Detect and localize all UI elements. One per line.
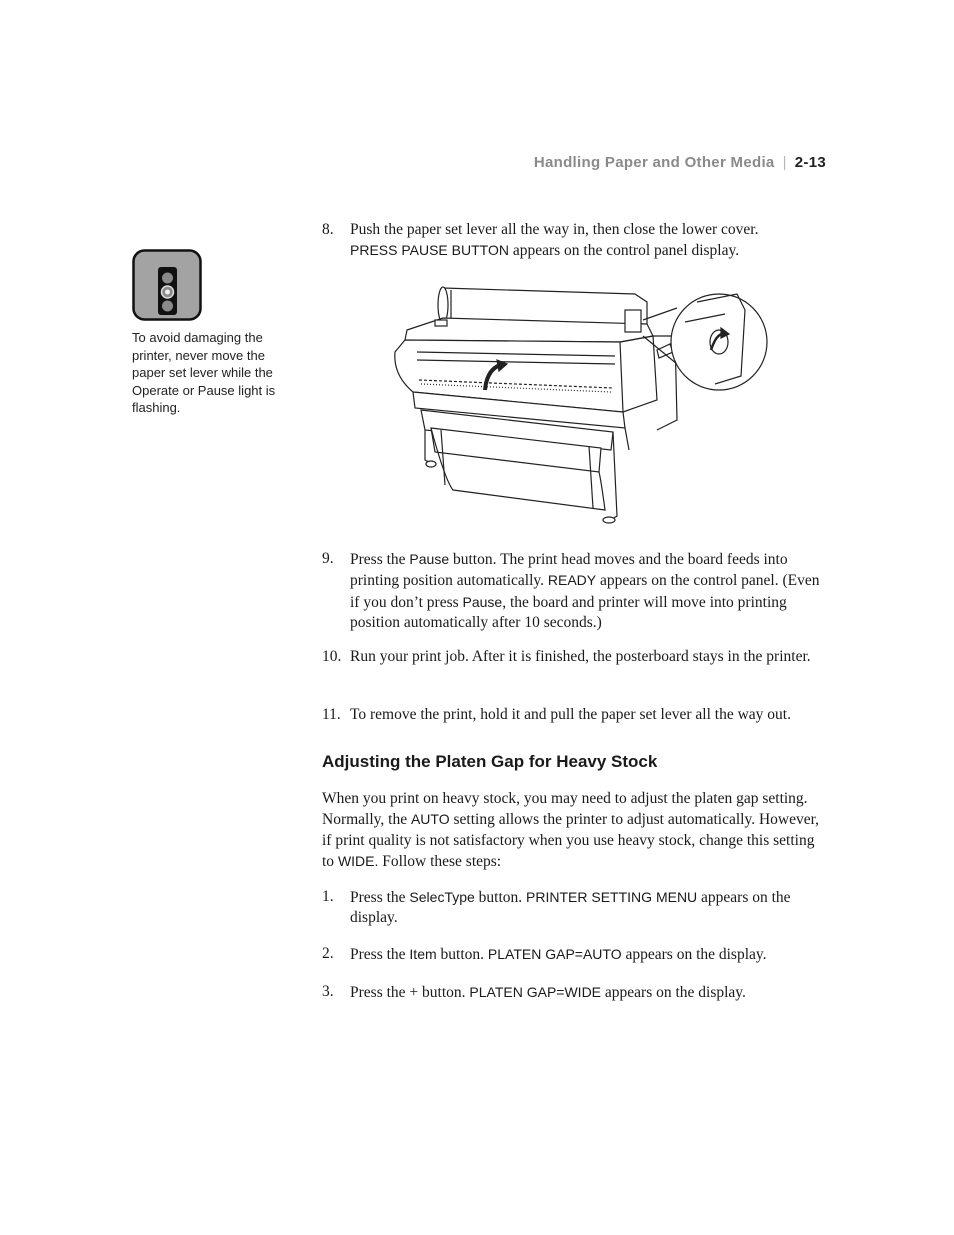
step-text: To remove the print, hold it and pull the paper set lever all the way out. [350,706,791,723]
page-number: 2-13 [794,154,826,171]
running-header [534,154,826,171]
pause-keyword: Pause [409,551,450,567]
step-number: 10. [322,648,342,665]
step-text: Press the Item button. PLATEN GAP=AUTO appears on the display. [350,946,767,963]
section-heading: Adjusting the Platen Gap for Heavy Stock [322,752,658,771]
step-text: Push the paper set lever all the way in, then close the lower cover. PRESS PAUSE BUTTON appears on the control panel display. [350,221,759,260]
step-text: Press the + button. PLATEN GAP=WIDE appears on the display. [350,984,746,1001]
wide-keyword: WIDE. [337,853,379,870]
step-number: 8. [322,221,334,238]
chapter-title: Handling Paper and Other Media [533,154,775,171]
caution-note-text: To avoid damaging the printer, never move the paper set lever while the [132,330,273,380]
step-number: 11. [322,706,341,723]
caution-lights-icon [132,249,202,321]
selectype-keyword: SelecType [409,889,475,905]
auto-keyword: AUTO [410,811,450,828]
step-8 [322,220,832,262]
platen-step-2 [322,944,832,965]
display-message: PLATEN GAP=AUTO [487,946,622,962]
step-9 [322,549,832,634]
platen-step-1 [322,887,832,929]
header-separator: | [782,154,787,171]
caution-note-text-3: light is flashing. [132,382,276,415]
caution-note [132,329,292,417]
platen-step-3 [322,982,832,1003]
step-11 [322,705,832,725]
step-text: Press the SelecType button. PRINTER SETTING MENU appears on the display. [350,889,791,927]
pause-keyword: Pause [197,382,235,398]
pause-keyword-2: Pause [462,593,503,610]
step-text: Run your print job. After it is finished, the posterboard stays in the printer. [350,648,811,665]
step-number: 9. [322,550,334,567]
operate-keyword: Operate [132,382,179,398]
display-message: PRESS PAUSE BUTTON [350,242,509,259]
item-keyword: Item [409,946,437,962]
step-text: Press the Pause button. The print head moves and the board feeds into printing position automatically. READY appears on the control panel. (Even if you don’t press Pause, the board and printer will move into printing position automatically after 10 seconds.) [350,551,820,632]
printer-illustration [385,280,775,530]
section-paragraph: When you print on heavy stock, you may need to adjust the platen gap setting. Normally, the AUTO setting allows the printer to adjust automatically. However, if print quality is not satisfactory when you use heavy stock, change this setting to WIDE. Follow these steps: [322,790,820,871]
display-message: PLATEN GAP=WIDE [469,984,602,1000]
step-number: 2. [322,945,334,962]
step-number: 3. [322,983,334,1000]
display-message: READY [547,572,597,589]
step-number: 1. [322,888,334,905]
caution-note-text-2: or [182,382,195,398]
display-message: PRINTER SETTING MENU [526,889,698,905]
step-10 [322,647,832,667]
